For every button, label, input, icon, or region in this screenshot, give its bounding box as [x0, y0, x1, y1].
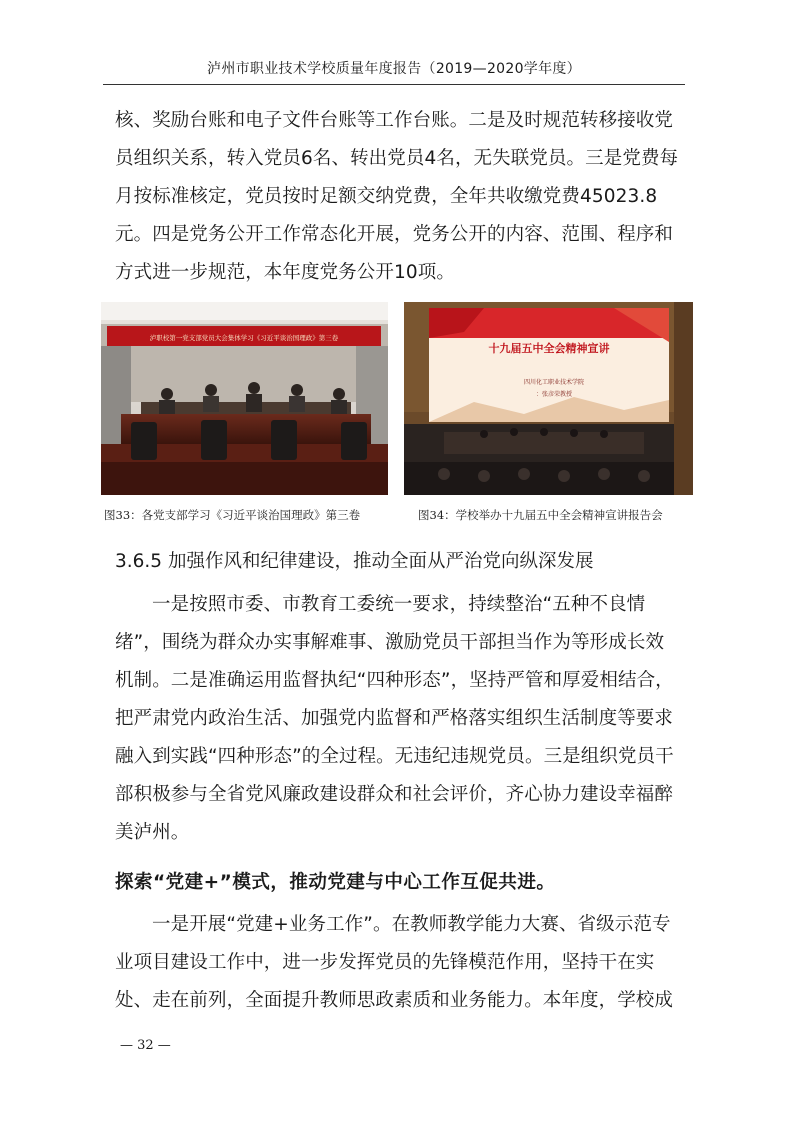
screen-line1: 四川化工职业技术学院	[523, 379, 585, 386]
photo-branch-study-meeting	[101, 302, 388, 495]
screen-line2: ：张彦荣教授	[535, 391, 573, 398]
page-header: 泸州市职业技术学校质量年度报告（2019—2020学年度）	[103, 58, 685, 85]
figure-33-caption: 图33：各党支部学习《习近平谈治国理政》第三卷	[104, 508, 361, 522]
paragraph-party-records: 核、奖励台账和电子文件台账等工作台账。二是及时规范转移接收党员组织关系，转入党员6名、转出党员4名，无失联党员。三是党费每月按标准核定，党员按时足额交纳党费，全年共收缴党费45023.8元。四是党务公开工作常态化开展，党务公开的内容、范围、程序和方式进一步规范，本年度党务公开10项。	[115, 110, 679, 283]
bold-heading-party-plus: 探索“党建+”模式，推动党建与中心工作互促共进。	[115, 872, 556, 893]
paragraph-discipline: 一是按照市委、市教育工委统一要求，持续整治“五种不良情绪”，围绕为群众办实事解难事、激励党员干部担当作为等形成长效机制。二是准确运用监督执纪“四种形态”，坚持严管和厚爱相结合，把严肃党内政治生活、加强党内监督和严格落实组织生活制度等要求融入到实践“四种形态”的全过程。无违纪违规党员。三是组织党员干部积极参与全省党风廉政建设群众和社会评价，齐心协力建设幸福醉美泸州。	[115, 594, 674, 843]
banner-text: 泸职校第一党支部党员大会集体学习《习近平谈治国理政》第三卷	[149, 334, 339, 342]
figure-34-caption: 图34：学校举办十九届五中全会精神宣讲报告会	[418, 508, 663, 522]
section-heading-3-6-5: 3.6.5 加强作风和纪律建设，推动全面从严治党向纵深发展	[115, 551, 594, 572]
photo-plenum-lecture	[404, 302, 693, 495]
paragraph-party-plus: 一是开展“党建+业务工作”。在教师教学能力大赛、省级示范专业项目建设工作中，进一步发挥党员的先锋模范作用，坚持干在实处、走在前列，全面提升教师思政素质和业务能力。本年度，学校成	[115, 914, 674, 1011]
page-number: — 32 —	[120, 1038, 171, 1053]
screen-title: 十九届五中全会精神宣讲	[488, 342, 610, 355]
